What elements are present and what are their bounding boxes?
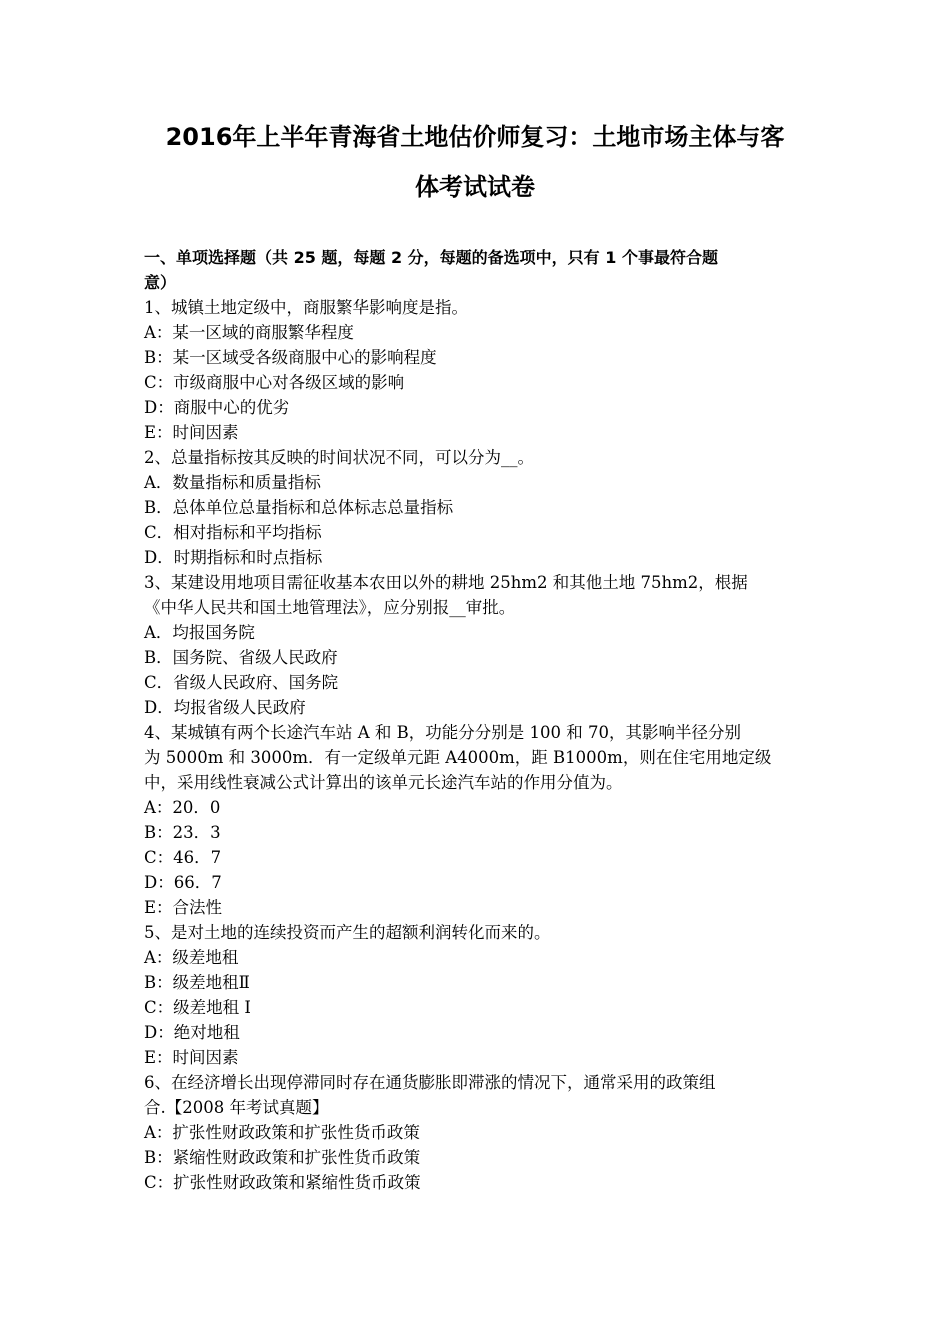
answer-option: C：46．7 (144, 848, 222, 867)
question-2 (144, 445, 814, 570)
question-list (144, 295, 814, 1195)
question-stem-line: 中，采用线性衰减公式计算出的该单元长途汽车站的作用分值为。 (144, 773, 623, 792)
answer-option: B：23．3 (144, 823, 221, 842)
answer-option: D：绝对地租 (144, 1023, 240, 1042)
answer-option: B．总体单位总量指标和总体标志总量指标 (144, 498, 454, 517)
question-5 (144, 920, 814, 1070)
question-stem-line: 5、是对土地的连续投资而产生的超额利润转化而来的。 (144, 923, 551, 942)
answer-option: A．均报国务院 (144, 623, 255, 642)
question-stem-line: 1、城镇土地定级中，商服繁华影响度是指。 (144, 298, 468, 317)
answer-option: A．数量指标和质量指标 (144, 473, 321, 492)
answer-option: B．国务院、省级人民政府 (144, 648, 338, 667)
answer-option: E：时间因素 (144, 423, 239, 442)
answer-option: D：66．7 (144, 873, 222, 892)
answer-option: C．相对指标和平均指标 (144, 523, 322, 542)
question-stem-line: 3、某建设用地项目需征收基本农田以外的耕地 25hm2 和其他土地 75hm2，根据 (144, 573, 748, 592)
answer-option: A：级差地租 (144, 948, 239, 967)
question-4 (144, 720, 814, 920)
answer-option: A：某一区域的商服繁华程度 (144, 323, 354, 342)
section-heading-line-1: 一、单项选择题（共 25 题，每题 2 分，每题的备选项中，只有 1 个事最符合题 (144, 248, 718, 267)
answer-option: B：紧缩性财政政策和扩张性货币政策 (144, 1148, 421, 1167)
question-stem-line: 合.【2008 年考试真题】 (144, 1098, 329, 1117)
answer-option: D：商服中心的优劣 (144, 398, 290, 417)
document-body (144, 245, 814, 1195)
answer-option: C．省级人民政府、国务院 (144, 673, 339, 692)
answer-option: D．时期指标和时点指标 (144, 548, 323, 567)
question-3 (144, 570, 814, 720)
answer-option: B：某一区域受各级商服中心的影响程度 (144, 348, 437, 367)
question-stem-line: 6、在经济增长出现停滞同时存在通货膨胀即滞涨的情况下，通常采用的政策组 (144, 1073, 716, 1092)
answer-option: A：扩张性财政政策和扩张性货币政策 (144, 1123, 420, 1142)
answer-option: E：合法性 (144, 898, 223, 917)
question-stem-line: 2、总量指标按其反映的时间状况不同，可以分为__。 (144, 448, 534, 467)
question-stem-line: 《中华人民共和国土地管理法》，应分别报__审批。 (144, 598, 516, 617)
answer-option: C：扩张性财政政策和紧缩性货币政策 (144, 1173, 421, 1192)
question-1 (144, 295, 814, 445)
question-stem-line: 为 5000m 和 3000m．有一定级单元距 A4000m，距 B1000m，则在住宅用地定级 (144, 748, 772, 767)
answer-option: D．均报省级人民政府 (144, 698, 306, 717)
answer-option: C：级差地租 I (144, 998, 251, 1017)
question-stem-line: 4、某城镇有两个长途汽车站 A 和 B，功能分分别是 100 和 70，其影响半径分别 (144, 723, 741, 742)
document-title-line-1: 2016年上半年青海省土地估价师复习：土地市场主体与客 (165, 123, 785, 151)
answer-option: C：市级商服中心对各级区域的影响 (144, 373, 405, 392)
question-6 (144, 1070, 814, 1195)
document-title-line-2: 体考试试卷 (415, 173, 535, 201)
answer-option: E：时间因素 (144, 1048, 239, 1067)
section-heading-line-2: 意） (144, 273, 177, 292)
answer-option: A：20．0 (144, 798, 221, 817)
answer-option: B：级差地租Ⅱ (144, 973, 250, 992)
